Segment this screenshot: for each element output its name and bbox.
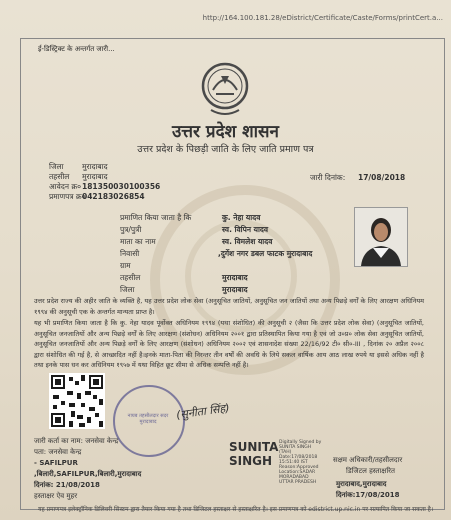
certificate-number: 042183026854	[82, 192, 145, 201]
qr-code-icon	[49, 373, 105, 429]
right-title: सक्षम अधिकारी/तहसीलदार	[333, 456, 403, 464]
mother-label: माता का नाम	[120, 237, 156, 246]
issued-date: दिनांक: 21/08/2018	[34, 481, 100, 489]
certificate-label: प्रमाणपत्र क्र०	[49, 192, 86, 201]
browser-url: http://164.100.181.28/eDistrict/Certificate/Caste/Forms/printCert.a...	[202, 14, 443, 22]
father-label: पुत्र/पुत्री	[120, 225, 142, 234]
resident-label: निवासी	[120, 249, 140, 258]
resident-address: ,दुर्गेश नगर डबल फाटक मुरादाबाद	[218, 249, 313, 258]
page-title: उत्तर प्रदेश शासन	[171, 122, 279, 142]
signature-note: हस्ताक्षर ऐव मुहर	[34, 492, 78, 500]
right-date: दिनांक:17/08/2018	[336, 491, 400, 499]
person-photo-icon	[355, 208, 407, 266]
person-tehsil-label: तहसील	[120, 273, 141, 282]
issue-date-label: जारी दिनांक:	[310, 173, 346, 182]
exclusion-paragraph: यह भी प्रमाणित किया जाता है कि कु. नेहा यादव पूर्वोक्त अधिनियम १९९४ (यथा संशोधित) की अनुसूची २ (जैसा कि उत्तर प्रदेश लोक सेवा) (अनुसूचित जातियों, अनुसूचित जनजातियों और अन्य पिछड़े वर्गों के लिए आरक्षण (संशोधन) अधिनियम २००१ द्वारा प्रतिस्थापित किया गया है एवं जो उ०प्र० लोक सेवा अनुसूचित जातियों, अनुसूचित जनजातियों और अन्य पिछड़े वर्गों के लिए आरक्षण (संशोधन) अधिनियम २००२ एवं शासनादेश संख्या 22/16/92 टी० सी०-III , दिनांक २० अप्रैल २००८ द्वारा संशोधित की गई है, से आच्छादित नहीं है।इनके माता-पिता की निरन्तर तीन वर्षों की अवधि के लिये सकल वार्षिक आय आठ लाख रुपये या इससे अधिक नहीं है तथा इनके पास धन कर अधिनियम १९५७ में यथा विहित छूट सीमा से अधिक सम्पत्ति नहीं है।	[34, 319, 424, 369]
up-emblem-icon	[201, 60, 249, 118]
person-district-label: जिला	[120, 285, 135, 294]
application-label: आवेदन क्र०	[49, 182, 82, 191]
header-note: ई-डिस्ट्रिक्ट के अन्तर्गत जारी...	[38, 45, 115, 53]
seal-text: नायब तहसीलदार सदर मुरादाबाद	[127, 413, 169, 425]
dsig-details: Digitally Signed by SUNITA SINGH (TAH) Date:17/08/2018 15:51:40 IST Reason:Approved Location:SADAR MORADABAD UTTAR PRADESH	[279, 440, 322, 485]
official-seal	[113, 385, 185, 457]
dsig-name-line2: SINGH	[229, 454, 273, 468]
district-value: मुरादाबाद	[82, 162, 108, 171]
person-name: कु. नेहा यादव	[222, 213, 261, 222]
right-office: डिजिटल हस्ताक्षरित	[346, 467, 395, 475]
mother-name: स्व. विमलेश यादव	[222, 237, 273, 246]
right-place: मुरादाबाद,मुरादाबाद	[336, 480, 387, 488]
tehsil-value: मुरादाबाद	[82, 172, 108, 181]
tehsil-label: तहसील	[49, 172, 70, 181]
caste-paragraph: उत्तर प्रदेश राज्य की अहीर जाति के व्यक्ति है, यह उत्तर प्रदेश लोक सेवा (अनुसूचित जातियों, अनुसूचित जन जातियों तथा अन्य पिछड़े वर्गों के लिए आरक्षण अधिनियम १९९४ की अनुसूची एक के अन्तर्गत मान्यता प्राप्त है।	[34, 297, 424, 316]
intro-text: प्रमाणित किया जाता है कि	[120, 213, 192, 222]
district-label: जिला	[49, 162, 64, 171]
footer-note: यह प्रमाणपत्र इलेक्ट्रॉनिक डिलिवरी सिस्टम द्वारा तैयार किया गया है तथा डिजिटल हस्ताक्षर से हस्ताक्षरित है। इस प्रमाणपत्र को edistrict.up.nic.in पर सत्यापित किया जा सकता है।	[38, 506, 434, 513]
issuer-label: जारी कर्ता का नाम: जनसेवा केन्द्र	[34, 437, 119, 445]
issue-date-value: 17/08/2018	[358, 173, 406, 182]
dsig-name-line1: SUNITA	[229, 440, 279, 454]
person-district-value: मुरादाबाद	[222, 285, 248, 294]
applicant-photo	[354, 207, 408, 267]
operator-address: पता: जनसेवा केन्द्र	[34, 448, 82, 456]
person-tehsil-value: मुरादाबाद	[222, 273, 248, 282]
digital-signature	[229, 440, 322, 485]
center-name: - SAFILPUR	[34, 459, 78, 467]
handwritten-signature: (सुनीता सिंह)	[175, 401, 231, 422]
village-label: ग्राम	[120, 261, 131, 270]
application-number: 181350030100356	[82, 182, 161, 191]
father-name: स्व. विपिन यादव	[222, 225, 269, 234]
center-address: ,बिलारी,SAFILPUR,बिलारी,मुरादाबाद	[34, 470, 142, 478]
page-subtitle: उत्तर प्रदेश के पिछड़ी जाति के लिए जाति प्रमाण पत्र	[137, 144, 314, 155]
